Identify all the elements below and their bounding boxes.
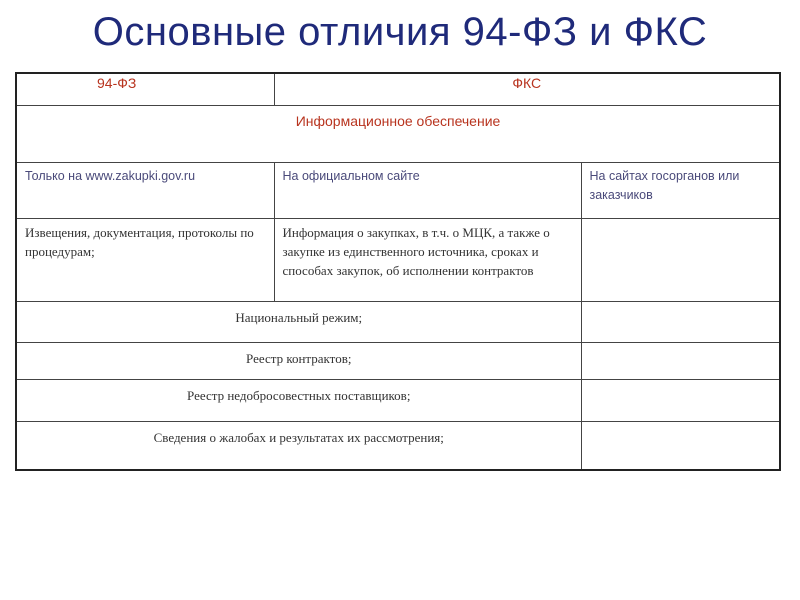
header-94fz: 94-ФЗ [16, 73, 274, 105]
row-label: Реестр недобросовестных поставщиков; [16, 379, 581, 421]
subheader-official-site: На официальном сайте [274, 162, 581, 218]
detail-agency-sites [581, 218, 780, 301]
detail-official-site: Информация о закупках, в т.ч. о МЦК, а также о закупке из единственного источника, сроках и способах закупок, об исполнении контрактов [274, 218, 581, 301]
slide-title: Основные отличия 94-ФЗ и ФКС [92, 10, 708, 54]
subheader-94fz: Только на www.zakupki.gov.ru [16, 162, 274, 218]
subheader-row [16, 162, 780, 218]
row-empty-cell [581, 301, 780, 342]
row-label: Национальный режим; [16, 301, 581, 342]
detail-94fz: Извещения, документация, протоколы по процедурам; [16, 218, 274, 301]
table-row [16, 342, 780, 379]
header-fks: ФКС [274, 73, 780, 105]
table-row [16, 301, 780, 342]
row-label: Реестр контрактов; [16, 342, 581, 379]
row-empty-cell [581, 342, 780, 379]
table-row [16, 421, 780, 470]
section-row [16, 105, 780, 162]
detail-row [16, 218, 780, 301]
section-title: Информационное обеспечение [16, 105, 780, 162]
table-row [16, 379, 780, 421]
subheader-agency-sites: На сайтах госорганов или заказчиков [581, 162, 780, 218]
header-row [16, 73, 780, 105]
row-empty-cell [581, 379, 780, 421]
row-empty-cell [581, 421, 780, 470]
row-label: Сведения о жалобах и результатах их рассмотрения; [16, 421, 581, 470]
comparison-table [15, 72, 781, 471]
